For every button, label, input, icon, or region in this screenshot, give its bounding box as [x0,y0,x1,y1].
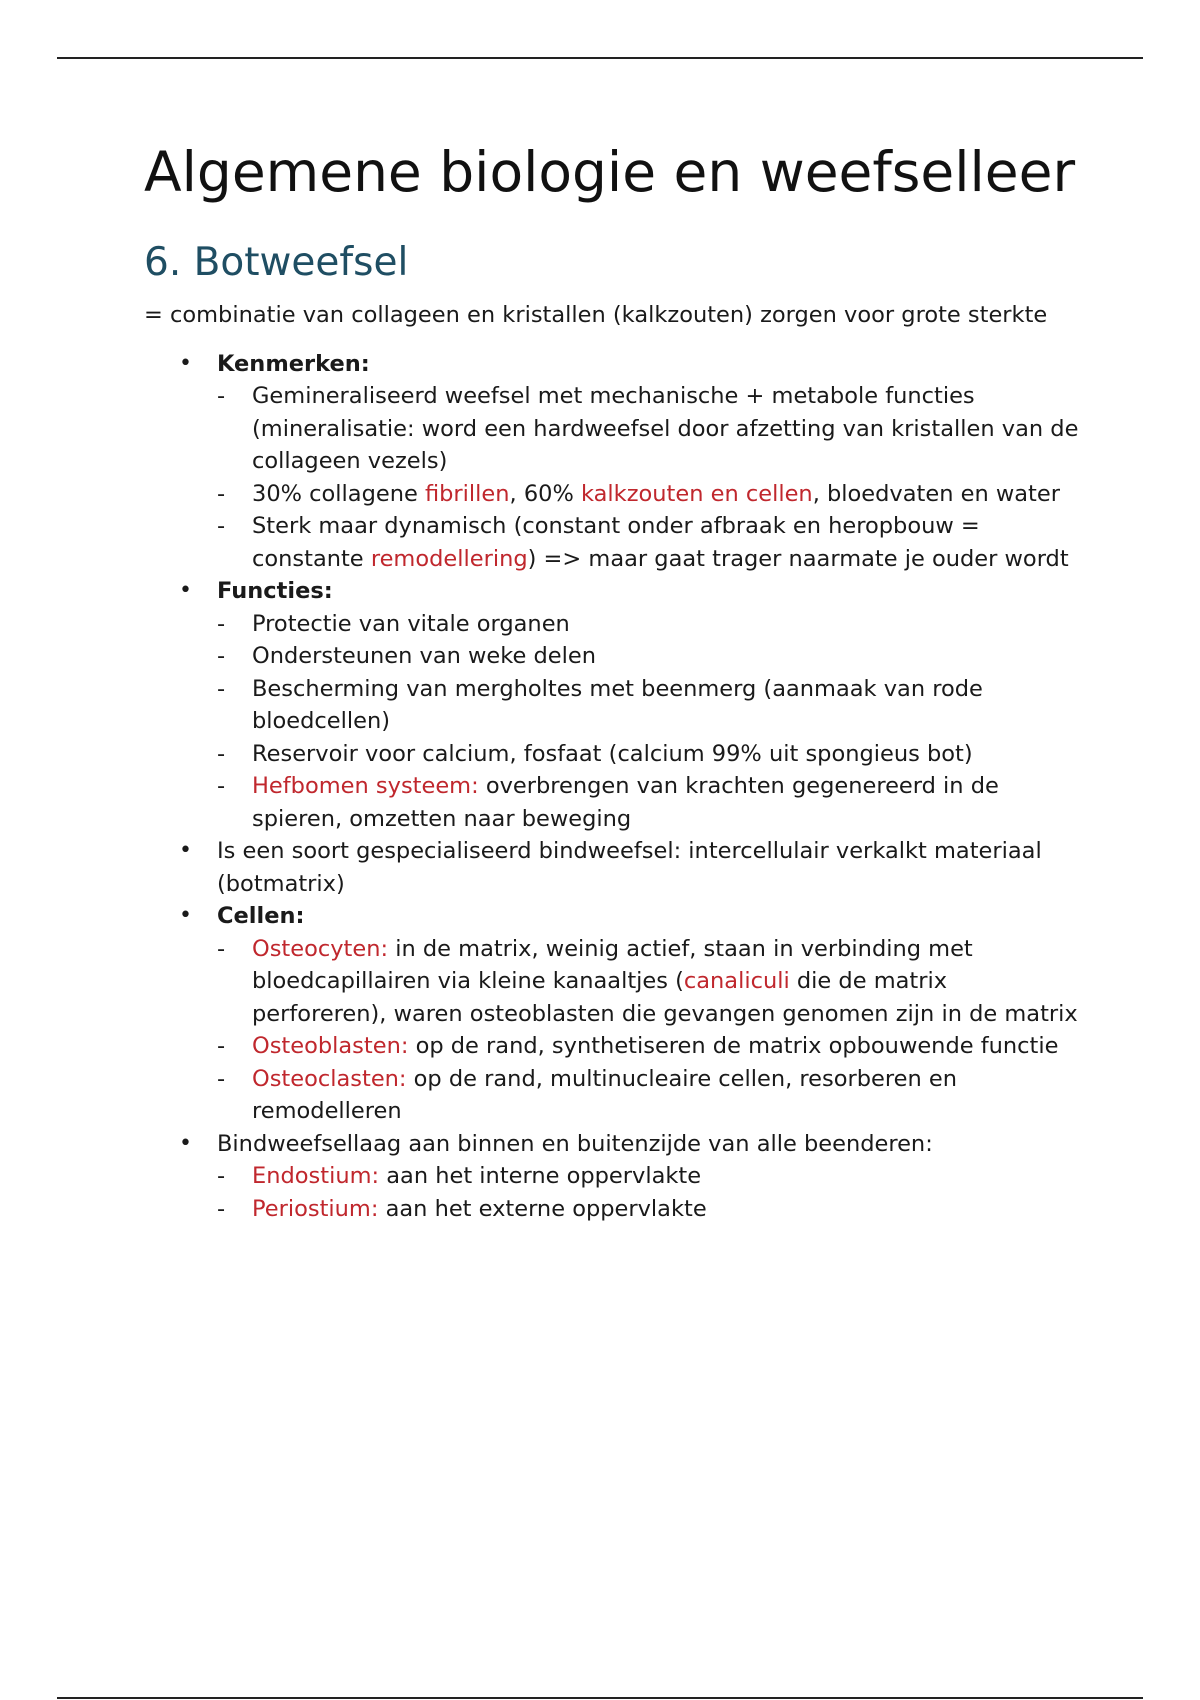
dash-icon: - [217,935,226,962]
list-item [144,738,1084,771]
functies-item-1: Protectie van vitale organen [252,610,570,637]
dash-icon: - [217,1163,226,1189]
list-item [144,640,1084,673]
kenmerken-item-2-fibrillen: fibrillen [424,480,510,507]
kenmerken-item-3-remodellering: remodellering [370,545,528,572]
bullet-bindweefsellaag [144,1128,1084,1226]
list-item [144,380,1084,478]
cellen-item-3-text: op de rand, multinucleaire cellen, resorberen en remodelleren [252,1065,958,1124]
dash-icon: - [217,383,226,409]
dash-icon: - [217,773,226,799]
bindweefsel-text: Is een soort gespecialiseerd bindweefsel: intercellulair verkalkt materiaal (botmatrix) [217,838,1042,897]
functies-label: Functies: [217,578,333,604]
list-item [144,1193,1084,1226]
intro-paragraph: = combinatie van collageen en kristallen (kalkzouten) zorgen voor grote sterkte [144,302,1048,328]
list-item [144,1160,1084,1193]
cellen-item-2-text: op de rand, synthetiseren de matrix opbouwende functie [408,1033,1059,1059]
bindweefsellaag-item-2-term: Periostium: [252,1195,379,1222]
list-item [144,608,1084,641]
kenmerken-list [144,380,1084,575]
dash-icon: - [217,1195,226,1222]
bullet-cellen [144,900,1084,1128]
dash-icon: - [217,1065,226,1092]
functies-list [144,608,1084,836]
bullet-bindweefsel [144,835,1084,900]
cellen-item-3-term: Osteoclasten: [252,1065,407,1092]
bullet-icon: • [179,350,192,376]
dash-icon: - [217,513,226,539]
bullet-kenmerken [144,348,1084,576]
dash-icon: - [217,675,226,702]
bindweefsellaag-item-2-text: aan het externe oppervlakte [378,1195,707,1222]
kenmerken-item-3-c: ) => maar gaat trager naarmate je ouder wordt [527,545,1069,572]
kenmerken-label: Kenmerken: [217,350,370,377]
cellen-item-2-term: Osteoblasten: [252,1033,409,1059]
bottom-rule [57,1697,1143,1699]
cellen-label: Cellen: [217,903,305,929]
kenmerken-item-2-e: , bloedvaten en water [812,480,1060,507]
cellen-list [144,933,1084,1128]
cellen-item-1-b: in de matrix, weinig actief, staan in verbinding met bloedcapillairen via kleine kanaaltjes ( [252,935,973,994]
bullet-icon: • [179,838,192,863]
document-title: Algemene biologie en weefselleer [144,140,1076,204]
cellen-item-1-d: die de matrix perforeren), waren osteoblasten die gevangen genomen zijn in de matrix [252,968,1078,1027]
list-item [144,933,1084,1031]
bullet-icon: • [179,1130,192,1156]
top-rule [57,57,1143,59]
list-item [144,1063,1084,1128]
dash-icon: - [217,643,226,669]
list-item [144,770,1084,835]
cellen-item-1-term: Osteocyten: [252,935,389,962]
section-heading: 6. Botweefsel [144,240,409,285]
main-bullet-list [144,348,1084,1226]
kenmerken-item-2-a: 30% collagene [252,480,425,507]
document-body [144,140,1084,1225]
list-item [144,510,1084,575]
functies-item-5-text: overbrengen van krachten gegenereerd in de spieren, omzetten naar beweging [252,773,999,832]
functies-item-4: Reservoir voor calcium, fosfaat (calcium 99% uit spongieus bot) [252,740,973,767]
cellen-item-1-canaliculi: canaliculi [683,968,790,994]
bindweefsellaag-item-1-text: aan het interne oppervlakte [379,1163,702,1189]
dash-icon: - [217,740,226,767]
bullet-functies [144,575,1084,835]
functies-item-3: Bescherming van mergholtes met beenmerg (aanmaak van rode bloedcellen) [252,675,983,734]
list-item [144,478,1084,511]
bindweefsellaag-item-1-term: Endostium: [252,1163,380,1189]
dash-icon: - [217,1033,226,1059]
bindweefsellaag-text: Bindweefsellaag aan binnen en buitenzijde van alle beenderen: [217,1130,933,1157]
kenmerken-item-3-a: Sterk maar dynamisch (constant onder afbraak en heropbouw = constante [252,513,980,572]
list-item [144,673,1084,738]
list-item [144,1030,1084,1063]
kenmerken-item-2-kalkzouten: kalkzouten en cellen [581,480,813,507]
kenmerken-item-2-c: , 60% [509,480,581,507]
bullet-icon: • [179,578,192,603]
functies-item-2: Ondersteunen van weke delen [252,643,596,669]
bindweefsellaag-list [144,1160,1084,1225]
dash-icon: - [217,610,226,637]
functies-item-5-term: Hefbomen systeem: [252,773,479,799]
dash-icon: - [217,480,226,507]
kenmerken-item-1: Gemineraliseerd weefsel met mechanische + metabole functies (mineralisatie: word een hardweefsel door afzetting van kristallen van de collageen vezels) [252,383,1079,474]
bullet-icon: • [179,903,192,928]
